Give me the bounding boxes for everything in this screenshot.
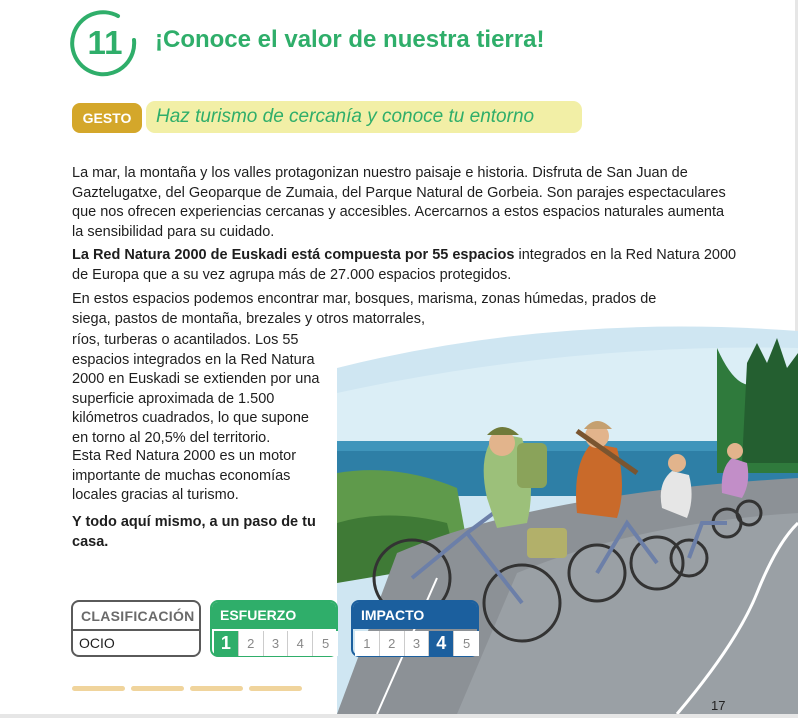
impacto-scale (355, 631, 479, 656)
impacto-label: IMPACTO (353, 602, 477, 629)
classification-value: OCIO (79, 635, 115, 651)
gesto-highlight (146, 101, 582, 133)
impacto-meter (351, 600, 479, 657)
page-bottom-edge (0, 714, 798, 718)
impacto-level-4: 4 (429, 631, 454, 656)
esfuerzo-level-1: 1 (214, 631, 239, 656)
paragraph-tourism: Esta Red Natura 2000 es un motor importante de muchas economías locales gracias al turismo. (72, 448, 297, 503)
esfuerzo-level-2: 2 (239, 631, 264, 656)
gesto-tag: GESTO (72, 103, 142, 133)
gesture-number: 11 (87, 24, 123, 61)
decor-dash (249, 686, 302, 691)
paragraph-red-natura-bold: La Red Natura 2000 de Euskadi está compuesta por 55 espacios (72, 247, 515, 263)
esfuerzo-label: ESFUERZO (212, 602, 336, 629)
esfuerzo-level-3: 3 (264, 631, 289, 656)
decor-dash (131, 686, 184, 691)
esfuerzo-level-4: 4 (288, 631, 313, 656)
paragraph-closing: Y todo aquí mismo, a un paso de tu casa. (72, 514, 316, 550)
decor-dash (72, 686, 125, 691)
esfuerzo-scale (214, 631, 338, 656)
classification-label: CLASIFICACIÓN (81, 608, 195, 624)
paragraph-red-natura (72, 246, 742, 285)
classification-divider (73, 629, 199, 631)
page-number: 17 (711, 698, 726, 713)
esfuerzo-meter (210, 600, 338, 657)
paragraph-habitats: En estos espacios podemos encontrar mar, bosques, marisma, zonas húmedas, prados de siega, pastos de montaña, brezales y otros matorrales, (72, 291, 657, 327)
number-badge (70, 10, 140, 80)
esfuerzo-level-5: 5 (313, 631, 338, 656)
impacto-level-2: 2 (380, 631, 405, 656)
classification-box (71, 600, 201, 657)
decor-dash (190, 686, 243, 691)
gesto-text: Haz turismo de cercanía y conoce tu entorno (156, 106, 535, 127)
impacto-level-5: 5 (454, 631, 479, 656)
paragraph-red-natura-rest: integrados en la Red Natura 2000 de Europa que a su vez agrupa más de 27.000 espacios protegidos. (72, 247, 737, 283)
paragraph-intro: La mar, la montaña y los valles protagonizan nuestro paisaje e historia. Disfruta de San Juan de Gaztelugatxe, del Geoparque de Zumaia, del Parque Natural de Gorbeia. Son parajes espectaculares que nos ofrecen experiencias cercanas y accesibles. Acercarnos a estos espacios naturales aumenta la sensibilidad para su cuidado. (72, 165, 726, 240)
impacto-level-3: 3 (405, 631, 430, 656)
paragraph-surface: ríos, turberas o acantilados. Los 55 espacios integrados en la Red Natura 2000 en Euskadi se extienden por una superficie aproximada de 1.500 kilómetros cuadrados, lo que supone en torno al 20,5% del territorio. (72, 332, 320, 446)
impacto-level-1: 1 (355, 631, 380, 656)
page-title: ¡Conoce el valor de nuestra tierra! (155, 26, 545, 53)
